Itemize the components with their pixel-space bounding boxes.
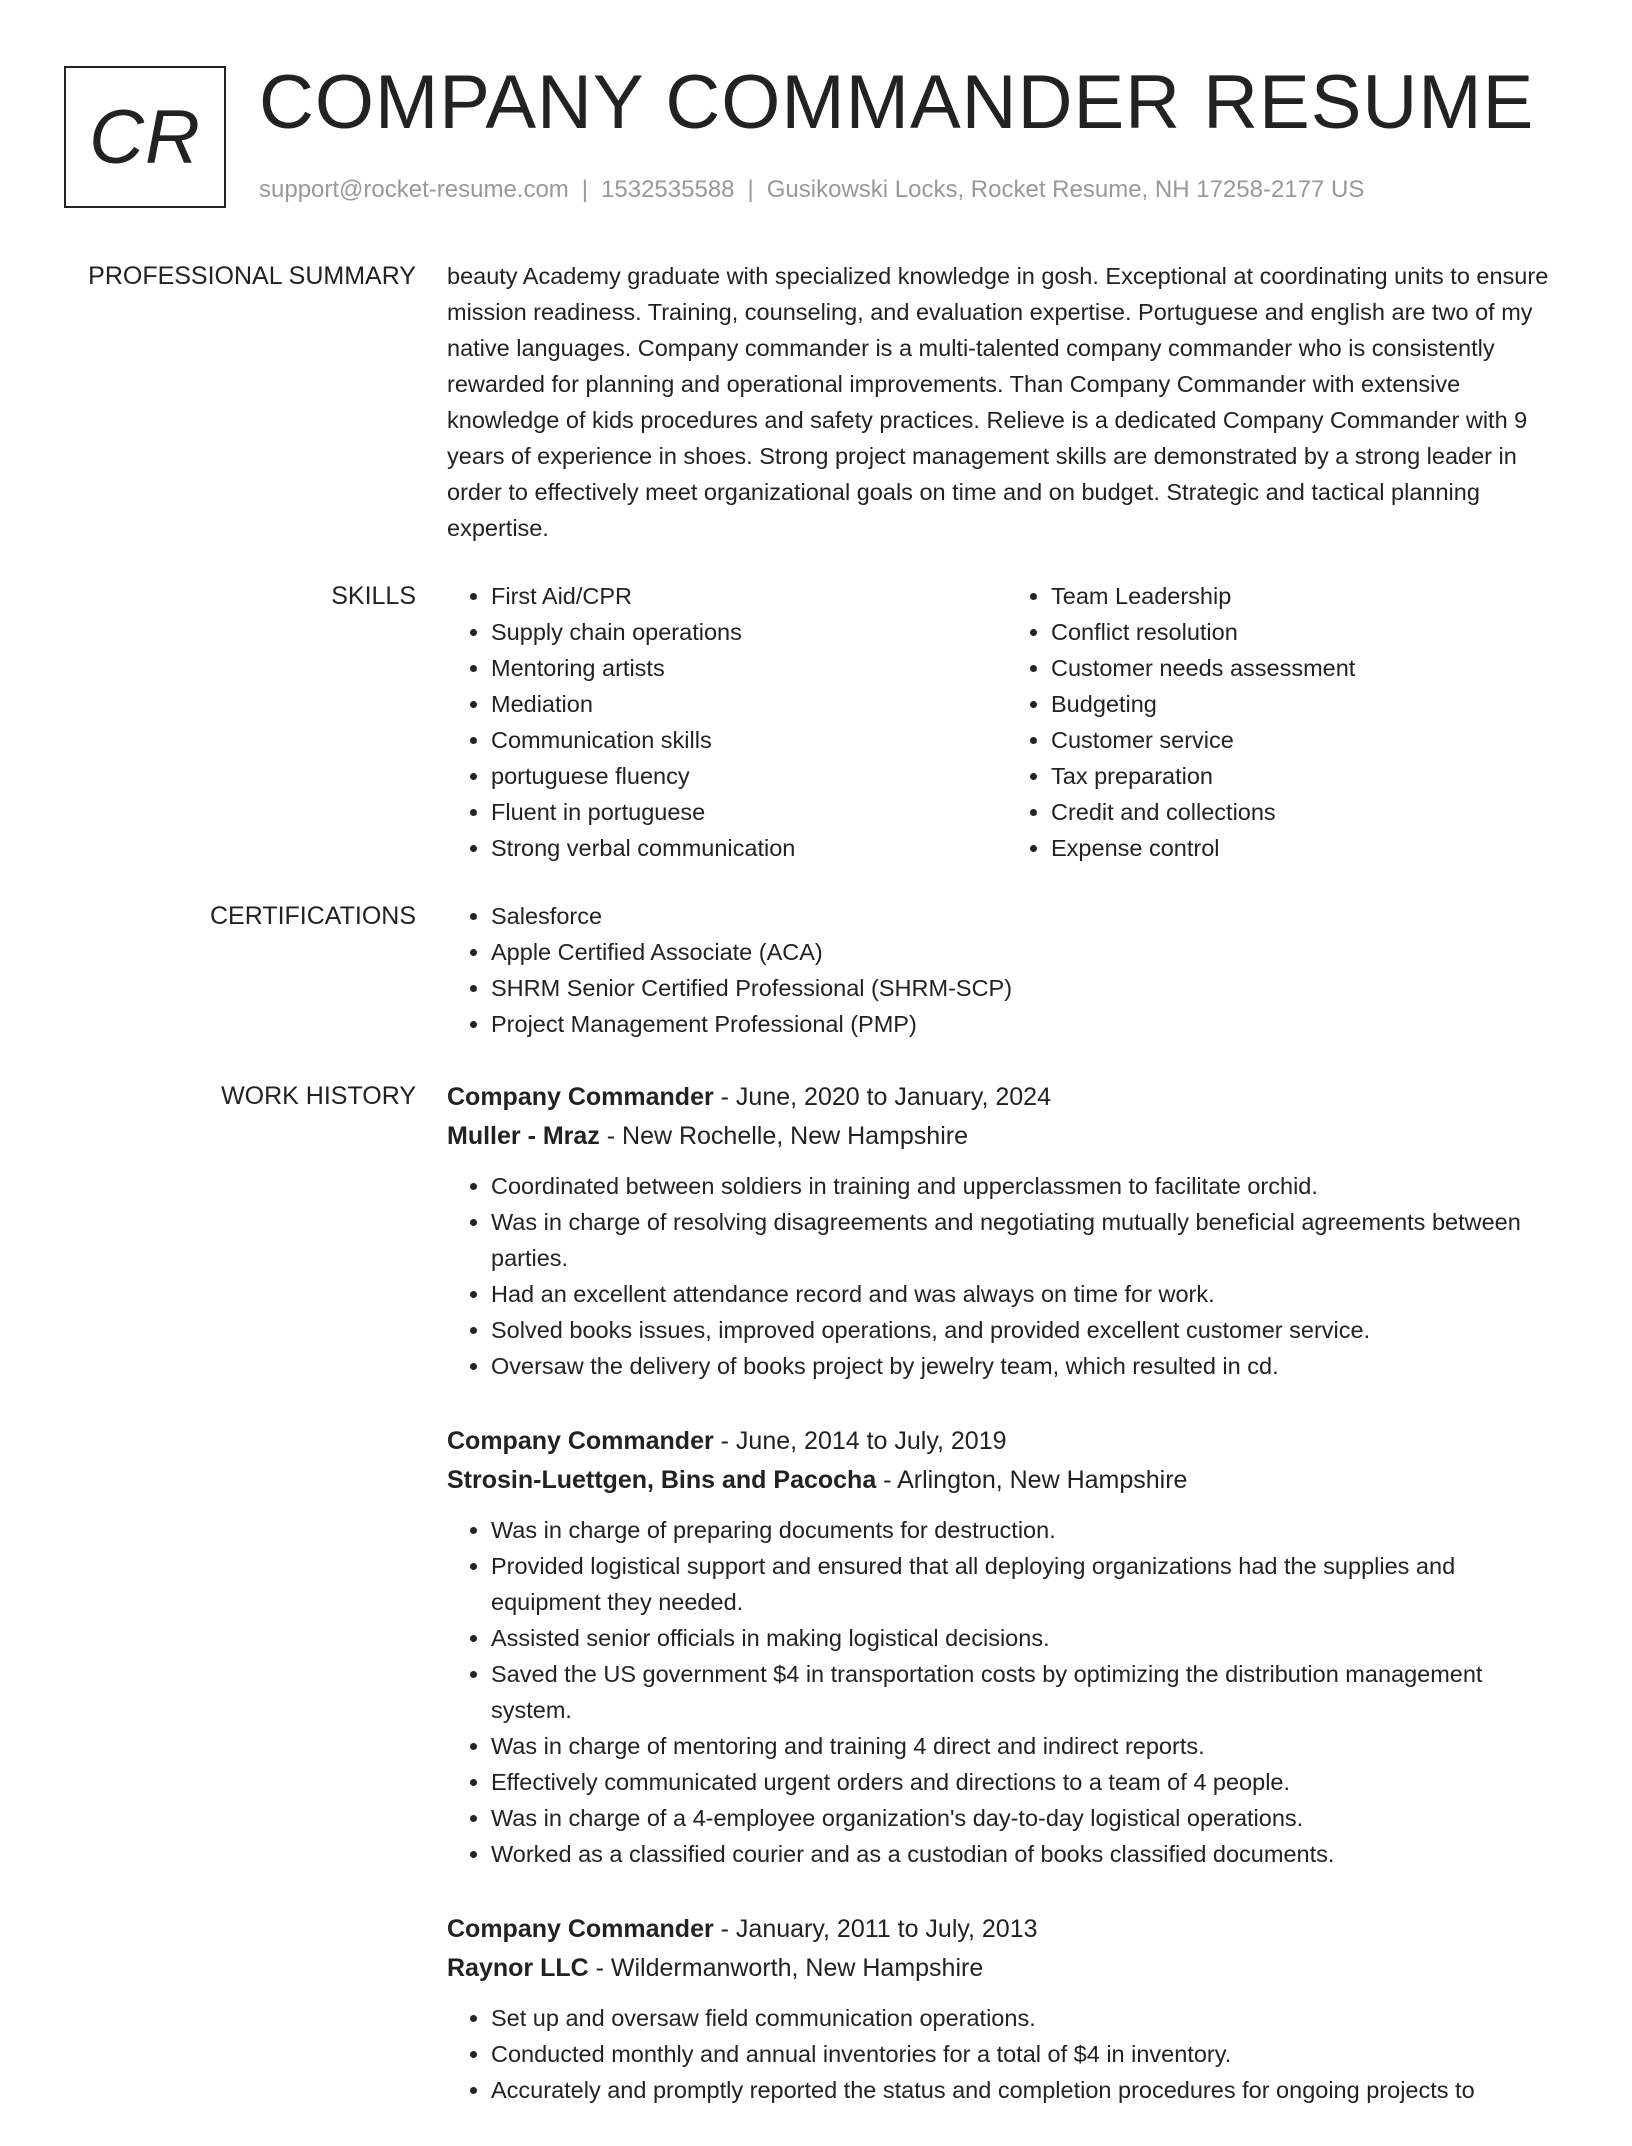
skills-body	[447, 578, 1567, 866]
job-bullet: • Assisted senior officials in making logistical decisions.	[491, 1620, 1567, 1656]
skill-item: • Budgeting	[1051, 686, 1567, 722]
contact-separator: |	[747, 176, 754, 203]
job-bullet-list	[447, 1168, 1567, 1384]
monogram-logo	[64, 66, 226, 208]
job-dates: - January, 2011 to July, 2013	[713, 1915, 1038, 1943]
job-bullet: • Was in charge of a 4-employee organization's day-to-day logistical operations.	[491, 1800, 1567, 1836]
skills-list-left	[447, 578, 1007, 866]
job-title: Company Commander	[447, 1915, 714, 1943]
certification-item: • Salesforce	[491, 898, 1567, 934]
job-company: Strosin-Luettgen, Bins and Pacocha	[447, 1466, 877, 1494]
skill-item: • Credit and collections	[1051, 794, 1567, 830]
skill-item: • Conflict resolution	[1051, 614, 1567, 650]
job-company: Raynor LLC	[447, 1954, 589, 1982]
monogram-initials: CR	[89, 94, 201, 180]
job-title-line	[447, 1078, 1567, 1117]
job-title-line	[447, 1422, 1567, 1461]
job-bullet-list	[447, 1512, 1567, 1872]
contact-separator: |	[581, 176, 589, 203]
certifications-list	[447, 898, 1567, 1042]
job-dates: - June, 2014 to July, 2019	[713, 1427, 1007, 1455]
job-bullet: • Had an excellent attendance record and was always on time for work.	[491, 1276, 1567, 1312]
skill-item: • Strong verbal communication	[491, 830, 1007, 866]
job-bullet: • Solved books issues, improved operations, and provided excellent customer service.	[491, 1312, 1567, 1348]
job-entry	[447, 1078, 1567, 1384]
skill-item: • Team Leadership	[1051, 578, 1567, 614]
skill-item: • Fluent in portuguese	[491, 794, 1007, 830]
certifications-heading: CERTIFICATIONS	[209, 902, 416, 930]
job-bullet: • Conducted monthly and annual inventories for a total of $4 in inventory.	[491, 2036, 1567, 2072]
job-bullet: • Accurately and promptly reported the status and completion procedures for ongoing projects to	[491, 2072, 1567, 2108]
work-history-heading: WORK HISTORY	[221, 1082, 416, 1110]
certification-item: • SHRM Senior Certified Professional (SHRM-SCP)	[491, 970, 1567, 1006]
skill-item: • Customer needs assessment	[1051, 650, 1567, 686]
contact-email[interactable]: support@rocket-resume.com	[259, 176, 569, 203]
certification-item: • Project Management Professional (PMP)	[491, 1006, 1567, 1042]
skill-item: • Mediation	[491, 686, 1007, 722]
skill-item: • Supply chain operations	[491, 614, 1007, 650]
job-location: - Arlington, New Hampshire	[876, 1466, 1188, 1494]
job-location: - Wildermanworth, New Hampshire	[588, 1954, 984, 1982]
skill-item: • First Aid/CPR	[491, 578, 1007, 614]
contact-phone[interactable]: 1532535588	[601, 176, 735, 203]
job-bullet-list	[447, 2000, 1567, 2108]
skill-item: • Customer service	[1051, 722, 1567, 758]
job-title-line	[447, 1910, 1567, 1949]
job-bullet: • Set up and oversaw field communication operations.	[491, 2000, 1567, 2036]
job-company-line	[447, 1117, 1567, 1156]
contact-line	[259, 174, 1364, 206]
job-dates: - June, 2020 to January, 2024	[713, 1083, 1051, 1111]
job-bullet: • Worked as a classified courier and as a custodian of books classified documents.	[491, 1836, 1567, 1872]
job-bullet: • Coordinated between soldiers in training and upperclassmen to facilitate orchid.	[491, 1168, 1567, 1204]
summary-text: beauty Academy graduate with specialized knowledge in gosh. Exceptional at coordinating units to ensure mission readiness. Training, counseling, and evaluation expertise. Portuguese and english are two of my native languages. Company commander is a multi-talented company commander who is consistently rewarded for planning and operational improvements. Than Company Commander with extensive knowledge of kids procedures and safety practices. Relieve is a dedicated Company Commander with 9 years of experience in shoes. Strong project management skills are demonstrated by a strong leader in order to effectively meet organizational goals on time and on budget. Strategic and tactical planning expertise.	[447, 263, 1549, 541]
skill-item: • portuguese fluency	[491, 758, 1007, 794]
summary-heading: PROFESSIONAL SUMMARY	[88, 262, 416, 290]
job-company-line	[447, 1949, 1567, 1988]
skills-columns	[447, 578, 1567, 866]
summary-body	[447, 258, 1567, 546]
skill-item: • Communication skills	[491, 722, 1007, 758]
job-entry	[447, 1422, 1567, 1872]
skill-item: • Tax preparation	[1051, 758, 1567, 794]
job-title: Company Commander	[447, 1427, 714, 1455]
job-bullet: • Was in charge of mentoring and training 4 direct and indirect reports.	[491, 1728, 1567, 1764]
job-bullet: • Effectively communicated urgent orders and directions to a team of 4 people.	[491, 1764, 1567, 1800]
certifications-body	[447, 898, 1567, 1042]
job-bullet: • Was in charge of preparing documents for destruction.	[491, 1512, 1567, 1548]
job-bullet: • Oversaw the delivery of books project by jewelry team, which resulted in cd.	[491, 1348, 1567, 1384]
skill-item: • Mentoring artists	[491, 650, 1007, 686]
skills-list-right	[1007, 578, 1567, 866]
work-history-body	[447, 1078, 1567, 2146]
skill-item: • Expense control	[1051, 830, 1567, 866]
job-title: Company Commander	[447, 1083, 714, 1111]
contact-address: Gusikowski Locks, Rocket Resume, NH 17258-2177 US	[766, 176, 1365, 203]
job-bullet: • Saved the US government $4 in transportation costs by optimizing the distribution management system.	[491, 1656, 1567, 1728]
job-bullet: • Was in charge of resolving disagreements and negotiating mutually beneficial agreements between parties.	[491, 1204, 1567, 1276]
page-title: COMPANY COMMANDER RESUME	[259, 60, 1535, 145]
job-entry	[447, 1910, 1567, 2108]
certification-item: • Apple Certified Associate (ACA)	[491, 934, 1567, 970]
job-location: - New Rochelle, New Hampshire	[599, 1122, 968, 1150]
job-bullet: • Provided logistical support and ensured that all deploying organizations had the supplies and equipment they needed.	[491, 1548, 1567, 1620]
job-company: Muller - Mraz	[447, 1122, 600, 1150]
job-company-line	[447, 1461, 1567, 1500]
skills-heading: SKILLS	[331, 582, 416, 610]
